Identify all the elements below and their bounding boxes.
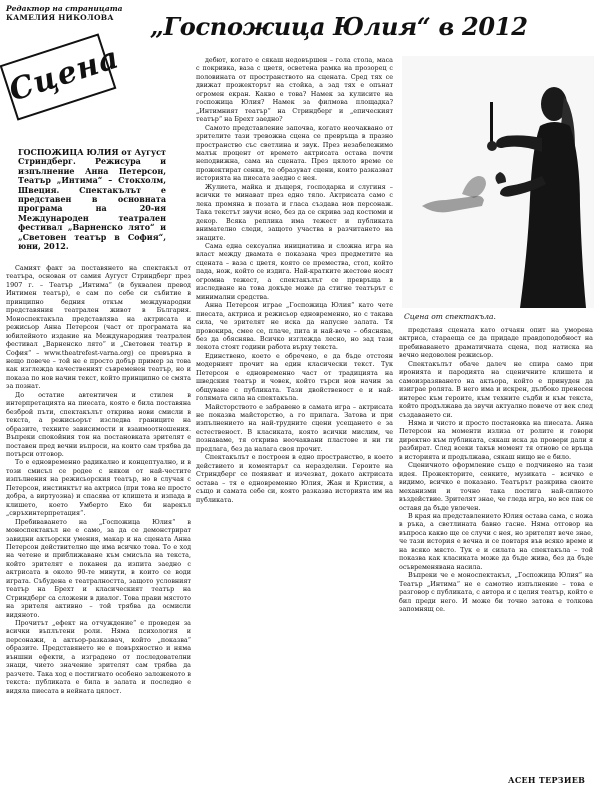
stage-photo: [402, 56, 594, 308]
article-column-left: [6, 264, 191, 789]
paragraph: Майсторството е забравено в самата игра – актрисата не показва майсторство, а го прилага. Затова и при изпълнението на най-трудните сцени усещането е за естественост. В класиката, която всички мислим, че познаваме, тя открива неочаквани пластове и ни ги предлага, без да налага своя прочит.: [196, 402, 393, 453]
paragraph: Сценичното оформление също е подчинено на тази идея. Прожекторите, сенките, музиката – всичко е видимо, всичко е показано. Театърът разкрива своите механизми и точно така постига най-силното въздействие. Зрителят знае, че гледа игра, но все пак се оставя да бъде увлечен.: [399, 461, 593, 512]
paragraph: Сама една сексуална инициатива и сложна игра на власт между двамата е показана чрез предметите на сцената – ваза с цветя, която се премества, стол, който пада, нож, който се издига. Най-кратките жестове носят огромна тежест, а спектакълът се превръща в изследване на това докъде може да стигне театърът с минимални средства.: [196, 241, 393, 301]
paragraph: Прочитът „ефект на отчуждение“ е проведен за всички въплътени роли. Няма психология и персонажи, а актьор-разказвач, който „показва“ образите. Представянето не е повърхностно и няма външни ефекти, а изградено от последователни знаци, чието значение зрителят сам трябва да разчете. Така ход е постигнато особено заложеното в текста: публиката е била в залата и последно е видяла пиесата в нейната цялост.: [6, 619, 191, 695]
paragraph: То е едновременно радикално и концептуално, и в този смисъл се родее с някои от най-честите изпълнения на режисьорския театър, но в случая с Петерсон, инстинктът на актриса (при това не просто добра, а виртуозна) и спасява от клишета и изпада в клишето, което Умберто Еко би нарекъл „свръхинтерпретация“.: [6, 458, 191, 518]
paragraph: Въпреки че е моноспектакъл, „Госпожица Юлия“ на Театър „Интима“ не е самотно изпълнение – това е разговор с публиката, с автора и с целия театър, който е бил преди него. И може би точно затова е толкова запомнящ се.: [399, 571, 593, 613]
section-stamp-label: Сцена: [4, 40, 124, 109]
paragraph: Самото представление започва, когато неочаквано от зрителите тази тревожна сцена се превръща в празно пространство със светлина и звук. През незабележимо малък процент от времето актрисата остава почти неподвижна, сама на сцената. През цялото време се прожектират сенки, те образуват сцени, които разказват историята на пиесата заедно с нея.: [196, 123, 393, 183]
page-editor: [6, 4, 136, 22]
editor-name: КАМЕЛИЯ НИКОЛОВА: [6, 13, 114, 22]
article-column-right: [399, 326, 593, 762]
paragraph: Самият факт за поставянето на спектакъл от театъра, основан от самия Аугуст Стриндберг през 1907 г. – Театър „Интима“ (в буквален превод Интимен театър), е сам по себе си събитие в принципно бедния откъм международни представяния театрален живот в България. Моноспектакъла представлява на актрисата и режисьор Анна Петерсон (част от програмата на юбилейното издание на Международния театрален фестивал „Варненско лято“ и „Световен театър в София“ – www.theatrefest-varna.org) се превърна в нещо повече – той не е просто добър пример за това как изглежда качественият съвременен театър, но и показа по нов начин текст, който принципно се смята за познат.: [6, 264, 191, 391]
article-column-middle: [196, 56, 393, 788]
paragraph: Няма и чисто и просто постановка на пиесата. Анна Петерсон на моменти излиза от ролите и говори директно към публиката, сякаш иска да провери дали я разбират. След всеки такъв момент тя отново се връща в историята и продължава, сякаш нищо не е било.: [399, 418, 593, 461]
paragraph: Жулиета, майка и дъщеря, господарка и слугиня – всички те минават през едно тяло. Актрисата само с лека промяна в позата и гласа създава нов персонаж. Така текстът звучи ясно, без да се скрива зад костюми и декор. Всяка реплика има тежест и публиката внимателно следи, защото участва в разчитането на знаците.: [196, 182, 393, 242]
paragraph: Спектакълът обаче далеч не спира само при иронията и пародията на сценичните клишета и самоизразяването на актьора, който е принуден да изиграе ролята. В него има и искрен, дълбоко пренесен интерес към героите, към техните съдби и към текста, който продължава да звучи актуално повече от век след създаването си.: [399, 359, 593, 419]
article-deck: ГОСПОЖИЦА ЮЛИЯ от Аугуст Стриндберг. Режисура и изпълнение Анна Петерсон, Театър „Интима“ – Стокхолм, Швеция. Спектакълът е представен в основната програма на 20-ия Международен театрален фестивал „Варненско лято“ и „Световен театър в София“, юни, 2012.: [18, 147, 166, 252]
section-stamp: [0, 33, 124, 120]
stage-photo-illustration: [402, 56, 594, 308]
paragraph: Спектакълът е построен в едно пространство, в което действието и коментарът са неразделни. Героите на Стриндберг се появяват и изчезват, докато актрисата остава – тя е едновременно Юлия, Жан и Кристин, а също и самата себе си, която разказва историята им на публиката.: [196, 453, 393, 504]
paragraph: дебют, когато е сякаш недовършен – гола стола, маса с покривка, ваза с цветя, осветена рамка на прозорец с половината от пространството на сцената. Сред тях се движат прожекторът на стойка, а зад тях е опънат огромен екран. Какво е това? Намек за кулисите на госпожица Юлия? Намек за филмова площадка? „Интимният театър“ на Стриндберг и „епическият театър“ на Брехт заедно?: [196, 56, 393, 124]
paragraph: Единствено, което е обречено, е да бъде отстоян модерният прочит на един класически текст. Тук Петерсон е едновременно част от традицията на шведския театър и човек, който търси нов начин за общуване с публиката. Тази двойственост е и най-голямата сила на спектакъла.: [196, 351, 393, 403]
author-signature: АСЕН ТЕРЗИЕВ: [508, 775, 586, 785]
paragraph: До остатие автентичен и стилен в интерпретацията на пиесата, която е била поставяна безброй пъти, спектакълът открива нови смисли в текста, а режисьорът изследва границите на образите, техните зависимости и взаимоотношения. Въпреки спокойния тон на постановката зрителят е поставен пред вечни въпроси, на които сам трябва да потърси отговор.: [6, 390, 191, 458]
photo-caption: Сцена от спектакъла.: [404, 312, 496, 321]
headline: „Госпожица Юлия“ в 2012: [150, 12, 528, 41]
paragraph: Анна Петерсон играе „Госпожица Юлия“ като чете пиесата, актриса и режисьор едновременно, но с такава сила, че зрителят не иска да напусне залата. Тя провокира, смее се, плаче, пита и най-вече – обяснява, без да обяснява. Всичко изглежда лесно, но зад тази лекота стоят години работа върху текста.: [196, 301, 393, 352]
woman-hand: [487, 141, 497, 151]
paragraph: Пребиваването на „Госпожица Юлия“ в моноспектакъл не е само, за да се демонстрират завидни актьорски умения, макар и на сцената Анна Петерсон действително ще има всичко това. То е ход на четене и приближаване към смисъла на текста, който зрителят е поканен да изпита заедно с актрисата в около 90-те минути, в които се води играта. Събудена е театралността, защото условният театър на Брехт и класическият театър на Стриндберг са сложени в диалог. Това прави мястото на зрителя активно – той трябва да осмисли видяното.: [6, 517, 191, 619]
paragraph: В края на представлението Юлия остава сама, с ножа в ръка, а светлината бавно гасне. Няма отговор на въпроса какво ще се случи с нея, но зрителят вече знае, че тази история е вечна и се повтаря във всяко време и на всяко място. Тук е и силата на спектакъла – той показва как класиката може да бъде жива, без да бъде осъвременявана насила.: [399, 511, 593, 571]
editor-role: Редактор на страницата: [6, 4, 123, 13]
paragraph: представя сцената като отчаян опит на уморена актриса, стараеща се да придаде правдоподобност на пребиваването драматичната сцена, под натиска на вечно недоволен режисьор.: [399, 326, 593, 360]
